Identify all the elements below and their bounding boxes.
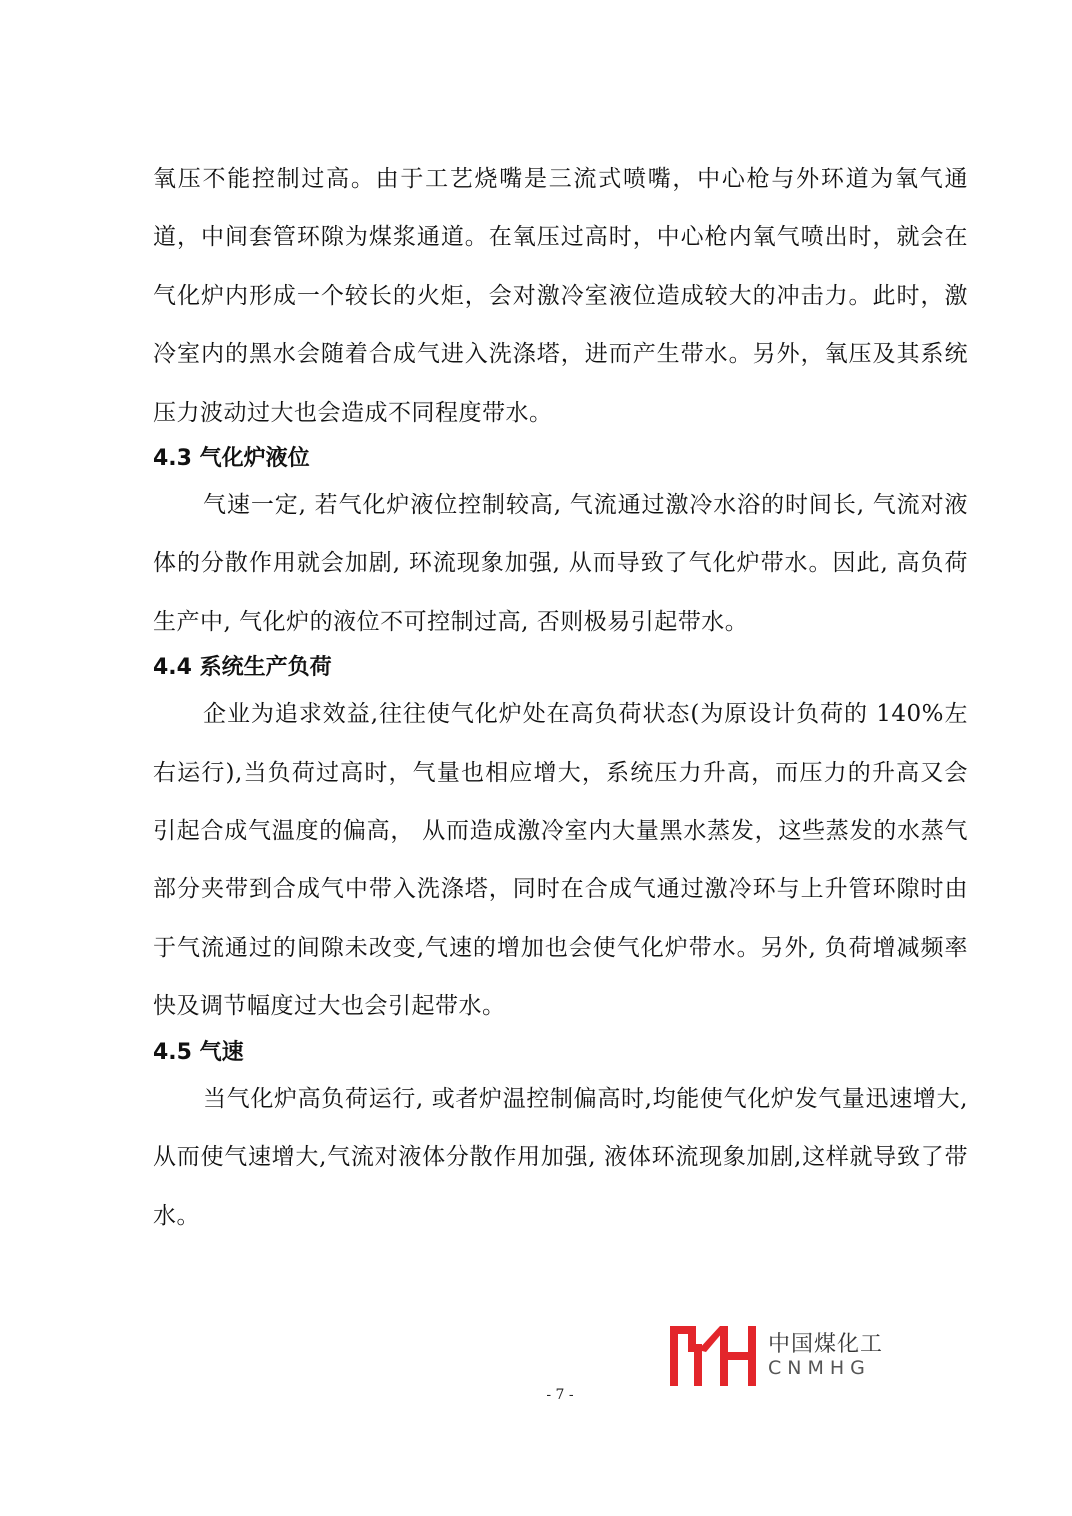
paragraph-production-load: 企业为追求效益,往往使气化炉处在高负荷状态(为原设计负荷的 140%左右运行),当负荷过高时，气量也相应增大，系统压力升高，而压力的升高又会引起合成气温度的偏高， 从而造成激冷室内大量黑水蒸发，这些蒸发的水蒸气部分夹带到合成气中带入洗涤塔，同时在合成气通过激冷环与上升管环隙时由于气流通过的间隙未改变,气速的增加也会使气化炉带水。另外, 负荷增减频率快及调节幅度过大也会引起带水。: [153, 701, 968, 1020]
heading-4-4: 4.4 系统生产负荷: [153, 655, 332, 681]
paragraph-gas-velocity: 当气化炉高负荷运行, 或者炉温控制偏高时,均能使气化炉发气量迅速增大, 从而使气速增大,气流对液体分散作用加强, 液体环流现象加剧,这样就导致了带水。: [153, 1085, 968, 1229]
document-body: [153, 150, 968, 1245]
paragraph-liquid-level: 气速一定, 若气化炉液位控制较高, 气流通过激冷水浴的时间长, 气流对液体的分散作用就会加剧, 环流现象加强, 从而导致了气化炉带水。因此, 高负荷生产中, 气化炉的液位不可控制过高, 否则极易引起带水。: [153, 492, 968, 635]
logo-chinese-text: 中国煤化工: [768, 1332, 884, 1357]
heading-4-3: 4.3 气化炉液位: [153, 446, 310, 472]
logo-mark-icon: [668, 1326, 760, 1386]
logo-english-text: CNMHG: [768, 1357, 871, 1379]
page-number: - 7 -: [546, 1387, 574, 1403]
cnmhg-logo: [668, 1326, 884, 1386]
paragraph-oxygen-pressure: 氧压不能控制过高。由于工艺烧嘴是三流式喷嘴，中心枪与外环道为氧气通道，中间套管环隙为煤浆通道。在氧压过高时，中心枪内氧气喷出时，就会在气化炉内形成一个较长的火炬，会对激冷室液位造成较大的冲击力。此时，激冷室内的黑水会随着合成气进入洗涤塔，进而产生带水。另外，氧压及其系统压力波动过大也会造成不同程度带水。: [153, 166, 968, 426]
heading-4-5: 4.5 气速: [153, 1039, 244, 1065]
